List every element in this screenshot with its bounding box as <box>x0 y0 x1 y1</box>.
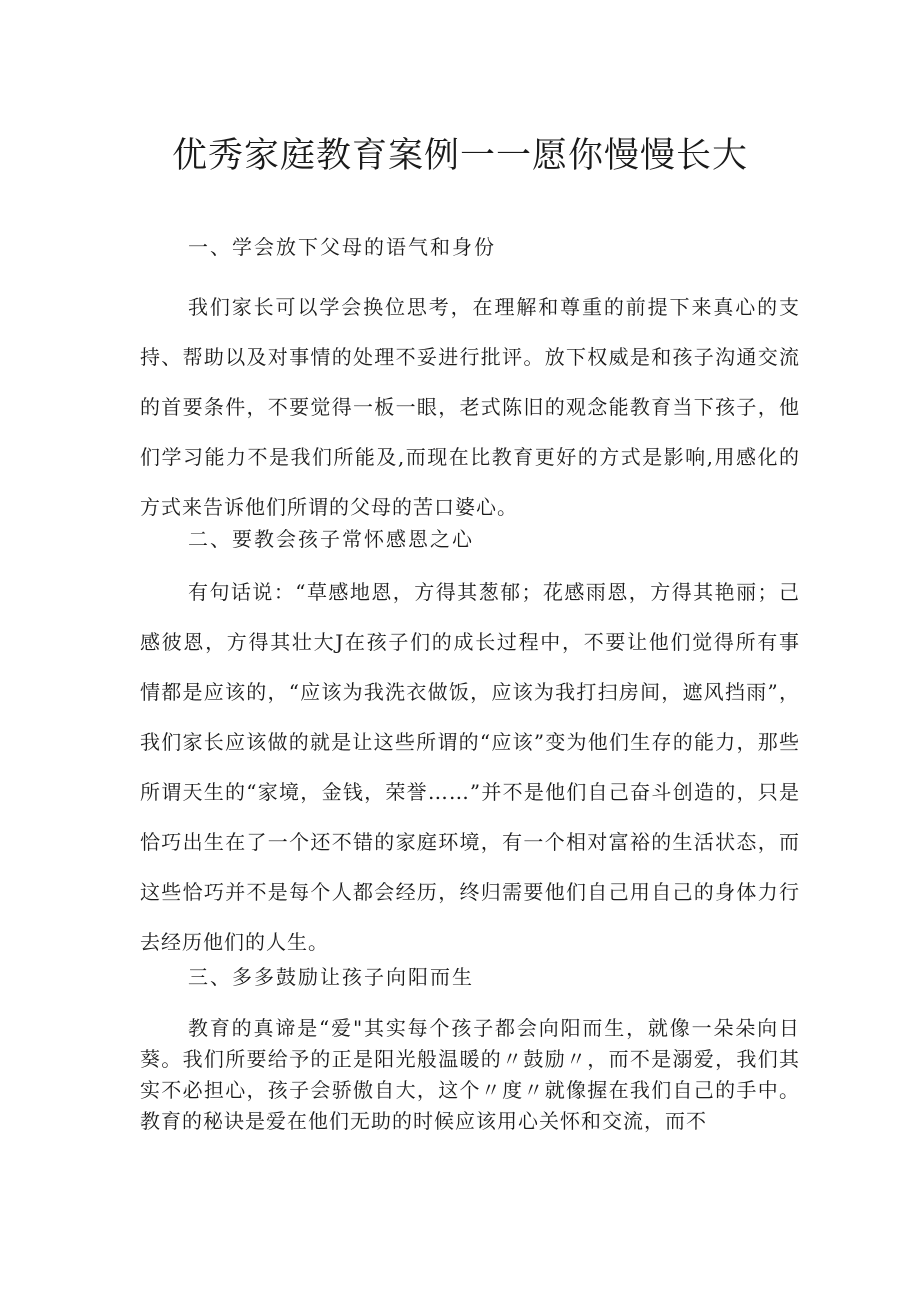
section-paragraph-1: 我们家长可以学会换位思考，在理解和尊重的前提下来真心的支持、帮助以及对事情的处理不妥进行批评。放下权威是和孩子沟通交流的首要条件，不要觉得一板一眼，老式陈旧的观念能教育当下孩子，他们学习能力不是我们所能及,而现在比教育更好的方式是影响,用感化的方式来告诉他们所谓的父母的苦口婆心。 <box>140 295 800 519</box>
section-heading-2: 二、要教会孩子常怀感恩之心 <box>188 527 474 551</box>
document-title: 优秀家庭教育案例一一愿你慢慢长大 <box>171 136 748 176</box>
section-paragraph-2: 有句话说：“草感地恩，方得其葱郁；花感雨恩，方得其艳丽；己感彼恩，方得其壮大J在孩子们的成长过程中，不要让他们觉得所有事情都是应该的，“应该为我洗衣做饭，应该为我打扫房间，遮风挡雨”，我们家长应该做的就是让这些所谓的“应该”变为他们生存的能力，那些所谓天生的“家境，金钱，荣誉……”并不是他们自己奋斗创造的，只是恰巧出生在了一个还不错的家庭环境，有一个相对富裕的生活状态，而这些恰巧并不是每个人都会经历，终归需要他们自己用自己的身体力行去经历他们的人生。 <box>140 580 800 954</box>
section-heading-1: 一、学会放下父母的语气和身份 <box>188 235 496 259</box>
section-paragraph-3: 教育的真谛是“爱"其实每个孩子都会向阳而生，就像一朵朵向日葵。我们所要给予的正是阳光般温暖的〃鼓励〃，而不是溺爱，我们其实不必担心，孩子会骄傲自大，这个〃度〃就像握在我们自己的手中。教育的秘诀是爱在他们无助的时候应该用心关怀和交流，而不 <box>140 1016 800 1133</box>
section-heading-3: 三、多多鼓励让孩子向阳而生 <box>188 965 474 989</box>
